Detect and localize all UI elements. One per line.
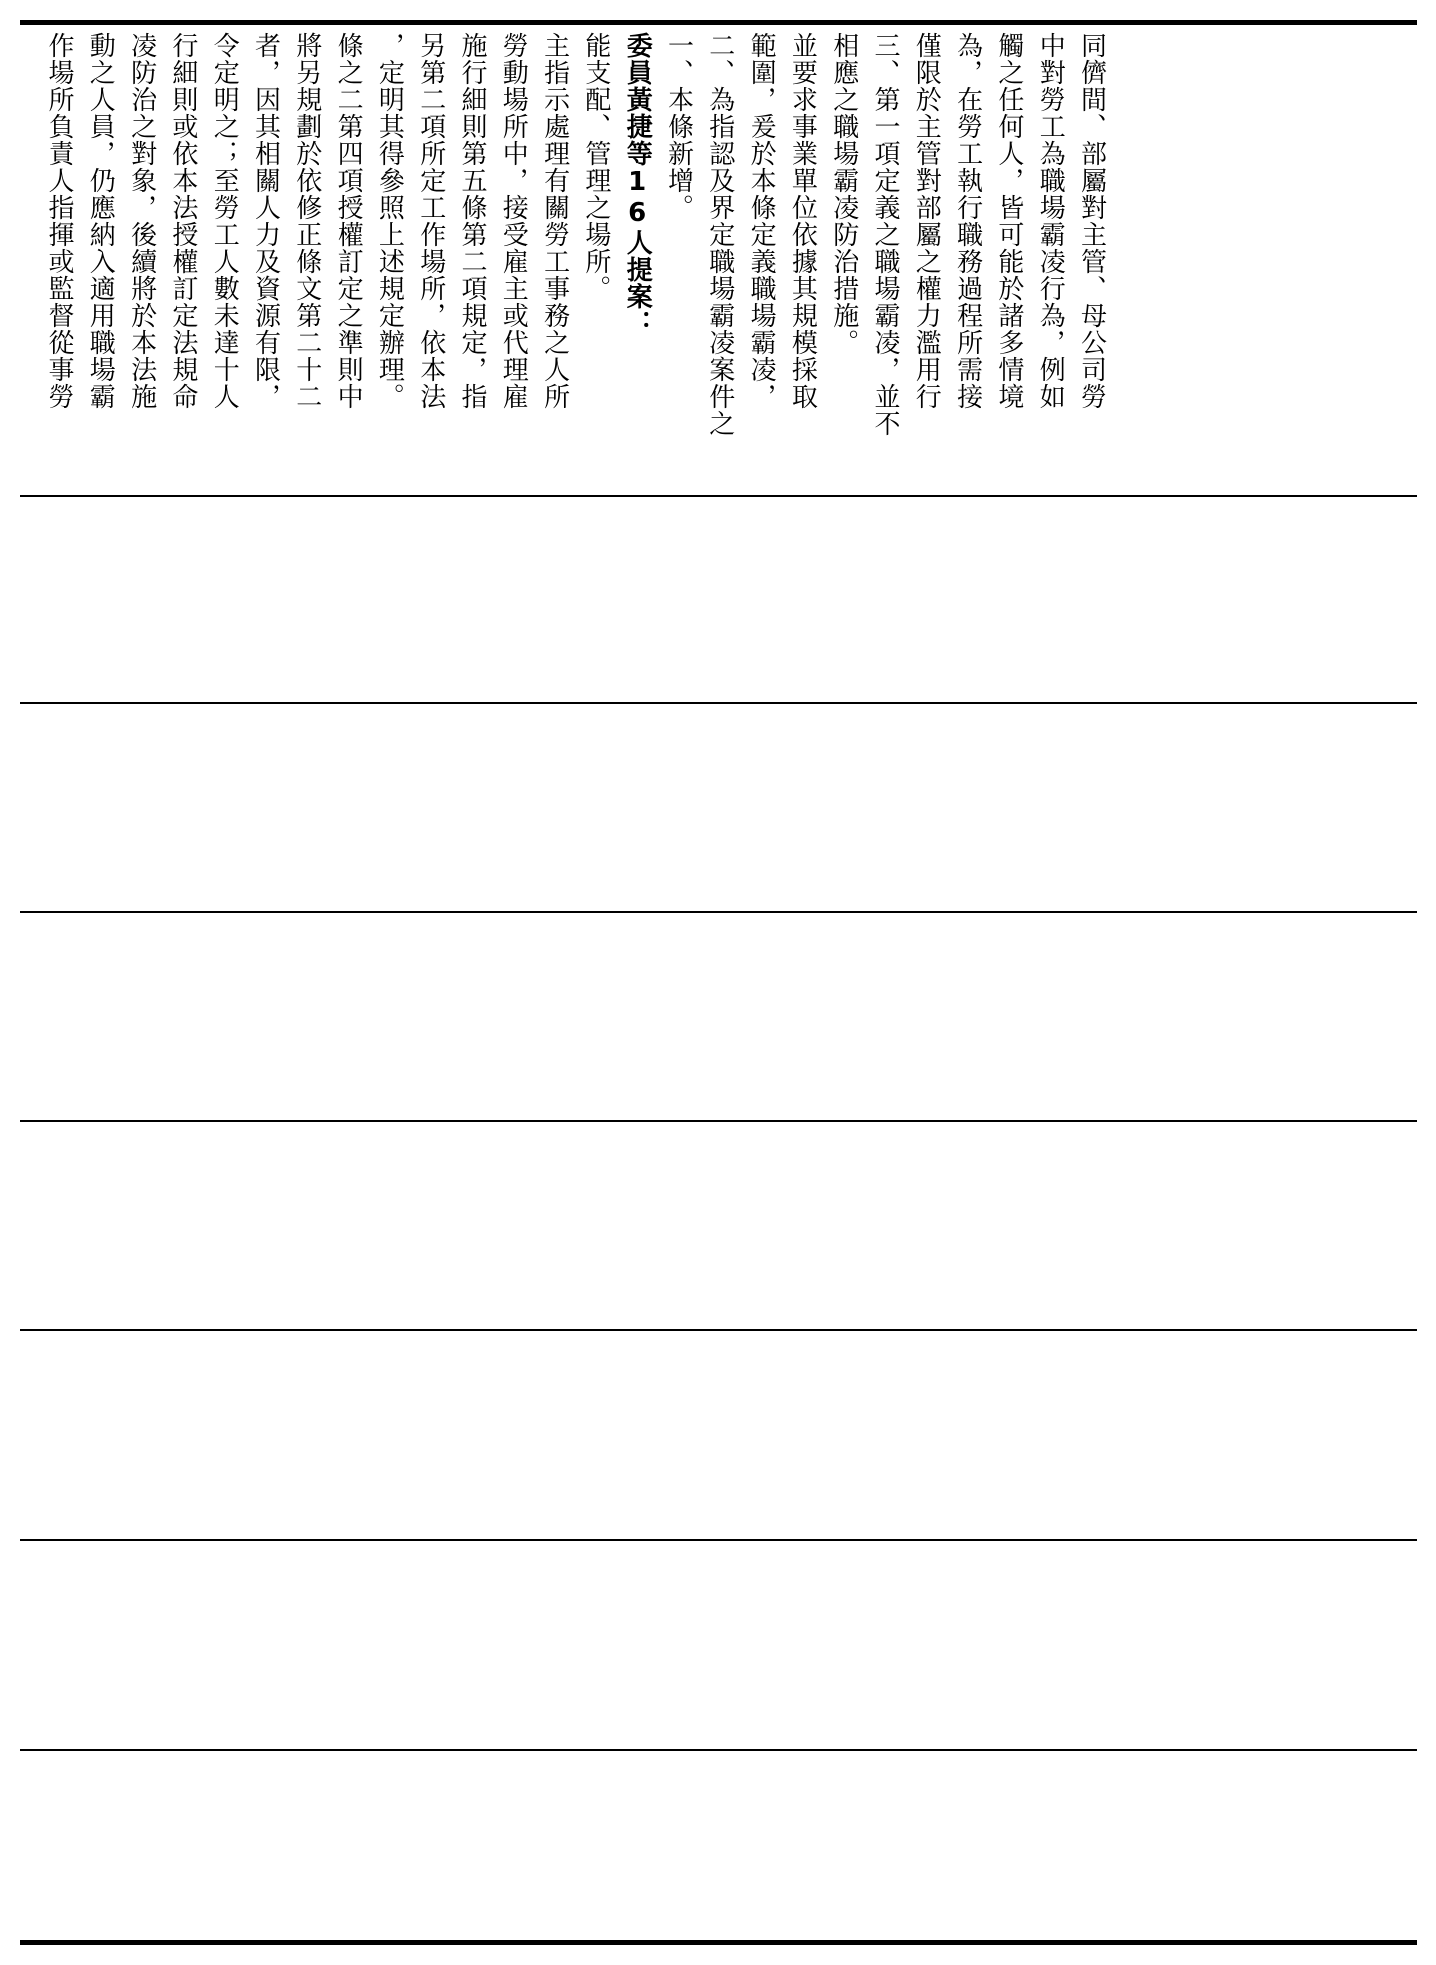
- text-column: 者，因其相關人力及資源有限，: [250, 32, 281, 410]
- text-column: 能支配、管理之場所。: [580, 32, 611, 302]
- text-column: 僅限於主管對部屬之權力濫用行: [911, 32, 942, 410]
- text-column: 令定明之；至勞工人數未達十人: [209, 32, 240, 410]
- text-column: 將另規劃於依修正條文第二十二: [291, 32, 322, 410]
- text-column: 同儕間、部屬對主管、母公司勞: [1076, 32, 1107, 410]
- text-column: 條之二第四項授權訂定之準則中: [333, 32, 364, 410]
- text-column: 主指示處理有關勞工事務之人所: [539, 32, 570, 410]
- text-column: 並要求事業單位依據其規模採取: [787, 32, 818, 410]
- text-column: 相應之職場霸凌防治措施。: [828, 32, 859, 356]
- text-column: 作場所負責人指揮或監督從事勞: [44, 32, 74, 410]
- empty-table-cell: [20, 1751, 1417, 1939]
- text-column: 觸之任何人，皆可能於諸多情境: [993, 32, 1024, 410]
- table-bottom-border: [20, 1940, 1417, 1945]
- text-column: 另第二項所定工作場所，依本法: [415, 32, 446, 410]
- explanation-text-cell: [20, 24, 1417, 494]
- proposal-heading: 委員黃捷等16人提案：: [622, 32, 653, 337]
- text-column: 凌防治之對象，後續將於本法施: [126, 32, 157, 410]
- empty-table-cell: [20, 1331, 1417, 1539]
- text-column: 中對勞工為職場霸凌行為，例如: [1035, 32, 1066, 410]
- empty-table-cell: [20, 913, 1417, 1120]
- text-column: 二、為指認及界定職場霸凌案件之: [704, 32, 735, 437]
- empty-table-cell: [20, 704, 1417, 911]
- text-column: 行細則或依本法授權訂定法規命: [167, 32, 198, 410]
- empty-table-cell: [20, 1541, 1417, 1749]
- text-column: 範圍，爰於本條定義職場霸凌，: [746, 32, 777, 410]
- text-column: 一、本條新增。: [663, 32, 694, 221]
- text-column: 三、第一項定義之職場霸凌，並不: [870, 32, 900, 437]
- empty-table-cell: [20, 497, 1417, 702]
- text-column: 動之人員，仍應納入適用職場霸: [85, 32, 116, 410]
- text-column: 施行細則第五條第二項規定，指: [457, 32, 487, 410]
- text-column: 勞動場所中，接受雇主或代理雇: [498, 32, 529, 410]
- text-column: 為，在勞工執行職務過程所需接: [952, 32, 983, 410]
- text-column: ，定明其得參照上述規定辦理。: [374, 32, 405, 410]
- empty-table-cell: [20, 1122, 1417, 1329]
